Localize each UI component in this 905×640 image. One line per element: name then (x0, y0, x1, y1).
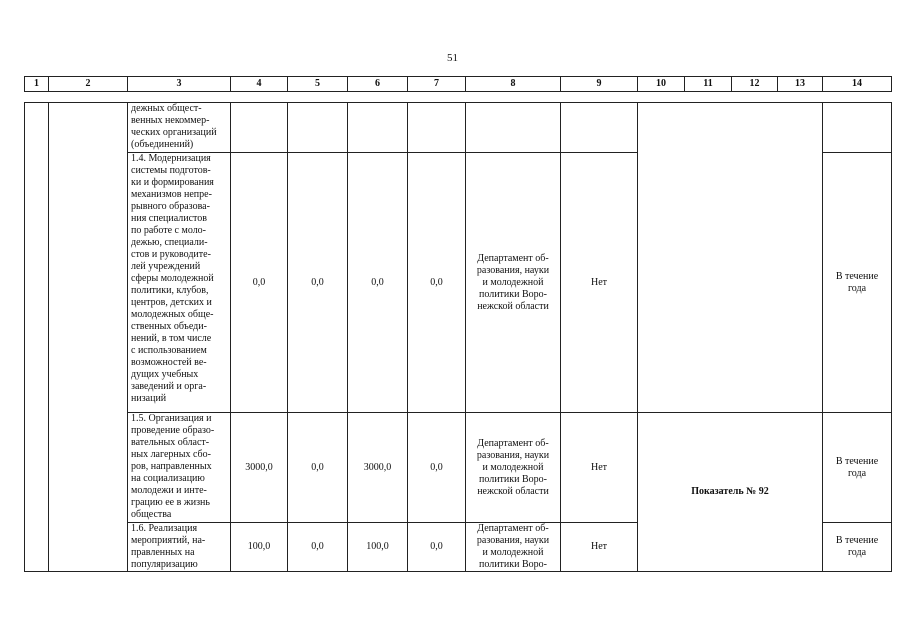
header-col-7: 7 (408, 77, 466, 92)
col6-value: 0,0 (348, 153, 408, 413)
col8-cell (466, 103, 561, 153)
description-cell: 1.4. Модернизация системы подготов- ки и формирования механизмов непре- рывного образова- ния специалистов по работе с моло- дежью, специали- стов и руководите- лей учреждений сферы молодежной политики, клубов, центров, детских и молодежных обще- ственных объеди- нений, в том числе с использованием возможностей ве- дущих учебных заведений и орга- низаций (128, 153, 231, 413)
col2-cell (49, 103, 128, 572)
col1-cell (25, 103, 49, 572)
header-row (25, 77, 892, 92)
col9-value: Нет (561, 413, 638, 523)
description-cell: дежных общест- венных некоммер- ческих организаций (объединений) (128, 103, 231, 153)
header-col-14: 14 (823, 77, 892, 92)
col4-value: 0,0 (231, 153, 288, 413)
indicator-cell: Показатель № 92 (638, 413, 823, 572)
col5-value: 0,0 (288, 153, 348, 413)
executor-cell: Департамент об- разования, науки и молодежной политики Воро- (466, 523, 561, 572)
table-row (25, 103, 892, 153)
header-col-13: 13 (778, 77, 823, 92)
col7-cell (408, 103, 466, 153)
col9-value: Нет (561, 523, 638, 572)
description-cell: 1.5. Организация и проведение образо- вательных област- ных лагерных сбо- ров, направленных на социализацию молодежи и инте- грацию ее в жизнь общества (128, 413, 231, 523)
col14-cell (823, 103, 892, 153)
executor-cell: Департамент об- разования, науки и молодежной политики Воро- нежской области (466, 413, 561, 523)
col6-value: 100,0 (348, 523, 408, 572)
header-col-3: 3 (128, 77, 231, 92)
col9-value: Нет (561, 153, 638, 413)
col5-value: 0,0 (288, 523, 348, 572)
col4-cell (231, 103, 288, 153)
col9-cell (561, 103, 638, 153)
col5-value: 0,0 (288, 413, 348, 523)
executor-cell: Департамент об- разования, науки и молодежной политики Воро- нежской области (466, 153, 561, 413)
header-col-10: 10 (638, 77, 685, 92)
col4-value: 100,0 (231, 523, 288, 572)
header-col-6: 6 (348, 77, 408, 92)
header-col-5: 5 (288, 77, 348, 92)
header-col-12: 12 (732, 77, 778, 92)
program-table (24, 76, 892, 572)
col6-cell (348, 103, 408, 153)
col4-value: 3000,0 (231, 413, 288, 523)
deadline-cell: В течение года (823, 413, 892, 523)
col5-cell (288, 103, 348, 153)
header-col-8: 8 (466, 77, 561, 92)
col7-value: 0,0 (408, 153, 466, 413)
header-col-1: 1 (25, 77, 49, 92)
header-col-4: 4 (231, 77, 288, 92)
header-col-11: 11 (685, 77, 732, 92)
col7-value: 0,0 (408, 523, 466, 572)
header-col-2: 2 (49, 77, 128, 92)
deadline-cell: В течение года (823, 523, 892, 572)
page-number: 51 (447, 52, 458, 64)
description-cell: 1.6. Реализация мероприятий, на- правленных на популяризацию (128, 523, 231, 572)
table-row (25, 413, 892, 523)
header-col-9: 9 (561, 77, 638, 92)
col7-value: 0,0 (408, 413, 466, 523)
deadline-cell: В течение года (823, 153, 892, 413)
indicator-blank-cell (638, 103, 823, 413)
col6-value: 3000,0 (348, 413, 408, 523)
